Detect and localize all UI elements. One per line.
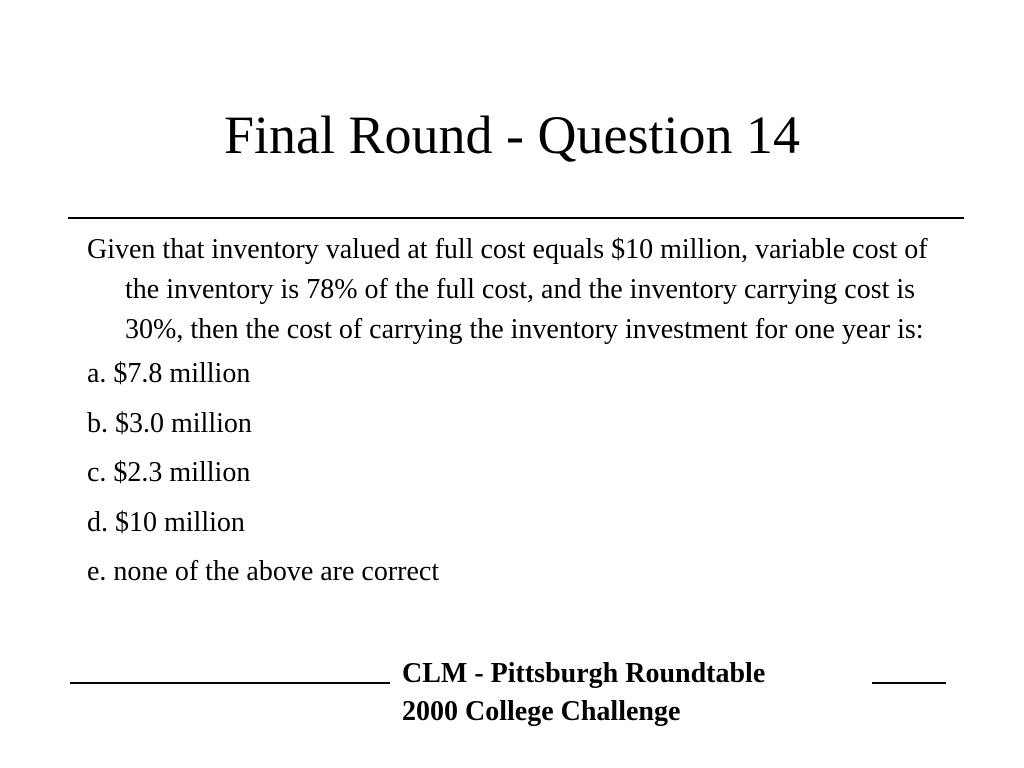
footer-line-2: 2000 College Challenge [402,696,681,727]
footer-line-1: CLM - Pittsburgh Roundtable [402,658,766,689]
footer-divider-left [70,682,390,684]
answer-options [87,354,947,592]
slide-title: Final Round - Question 14 [224,105,800,165]
question-text: Given that inventory valued at full cost equals $10 million, variable cost of the inventory is 78% of the full cost, and the inventory carrying cost is 30%, then the cost of carrying the inventory investment for one year is: [87,234,928,345]
slide-body [87,230,947,602]
option-d: d. $10 million [87,506,245,538]
option-a: a. $7.8 million [87,358,251,389]
option-b: b. $3.0 million [87,407,252,439]
footer [402,655,765,731]
option-e: e. none of the above are correct [87,556,440,587]
option-c: c. $2.3 million [87,457,251,488]
footer-divider-right [872,682,946,684]
title-divider [68,217,964,219]
